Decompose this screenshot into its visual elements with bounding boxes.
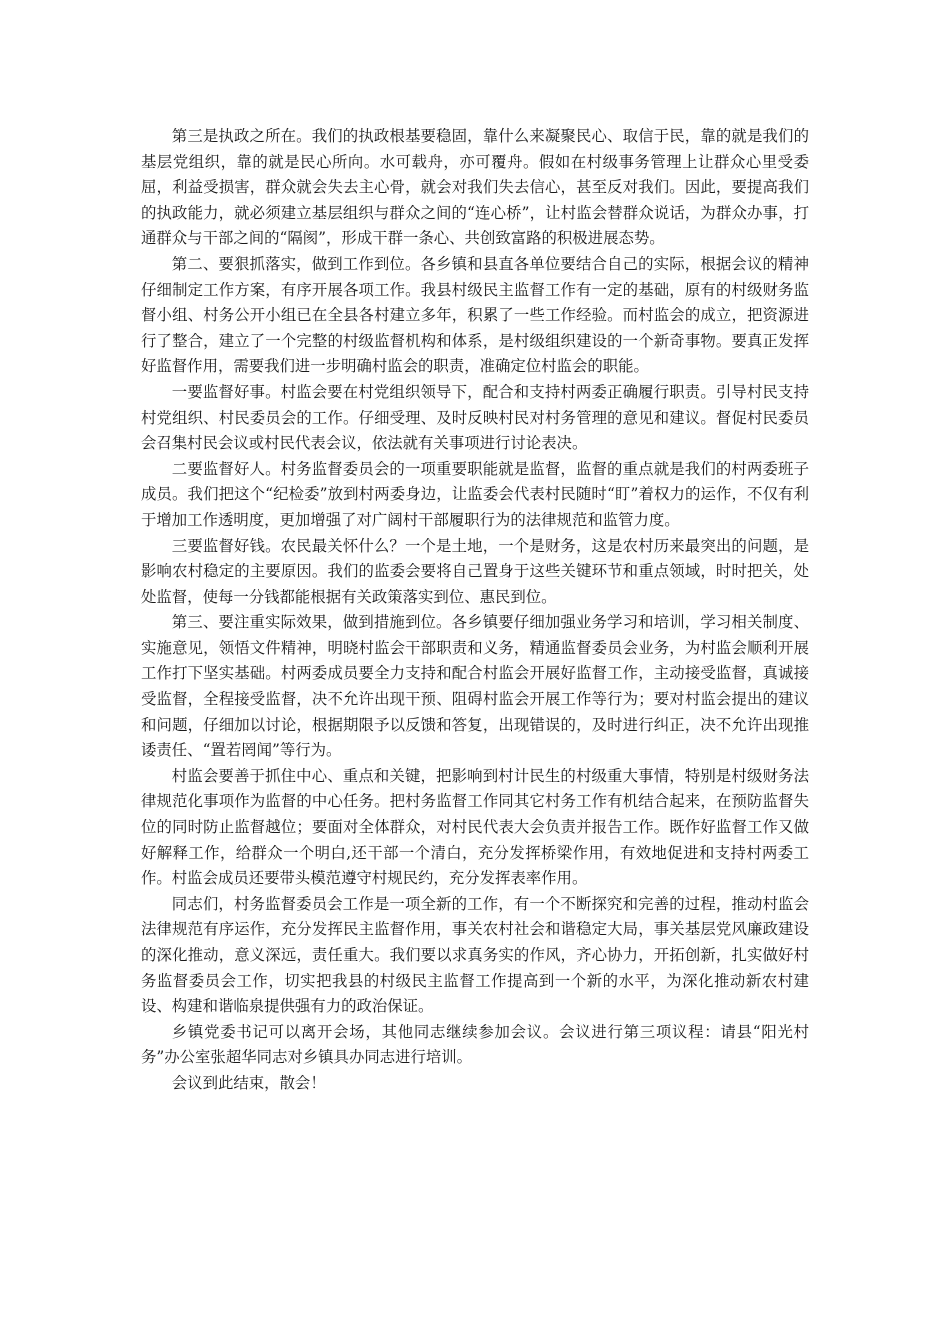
paragraph-4: 二要监督好人。村务监督委员会的一项重要职能就是监督，监督的重点就是我们的村两委班子成员。我们把这个“纪检委”放到村两委身边，让监委会代表村民随时“盯”着权力的运作，不仅有利于增加工作透明度，更加增强了对广阔村干部履职行为的法律规范和监管力度。 bbox=[141, 459, 809, 529]
paragraph-8: 同志们，村务监督委员会工作是一项全新的工作，有一个不断探究和完善的过程，推动村监会法律规范有序运作，充分发挥民主监督作用，事关农村社会和谐稳定大局，事关基层党风廉政建设的深化推动，意义深远，责任重大。我们要以求真务实的作风，齐心协力，开拓创新，扎实做好村务监督委员会工作，切实把我县的村级民主监督工作提高到一个新的水平，为深化推动新农村建设、构建和谐临泉提供强有力的政治保证。 bbox=[141, 894, 809, 1016]
paragraph-3: 一要监督好事。村监会要在村党组织领导下，配合和支持村两委正确履行职责。引导村民支持村党组织、村民委员会的工作。仔细受理、及时反映村民对村务管理的意见和建议。督促村民委员会召集村民会议或村民代表会议，依法就有关事项进行讨论表决。 bbox=[141, 382, 809, 453]
paragraph-10: 会议到此结束，散会！ bbox=[171, 1073, 326, 1092]
paragraph-2: 第二、要狠抓落实，做到工作到位。各乡镇和县直各单位要结合自己的实际，根据会议的精神仔细制定工作方案，有序开展各项工作。我县村级民主监督工作有一定的基础，原有的村级财务监督小组、村务公开小组已在全县各村建立多年，积累了一些工作经验。而村监会的成立，把资源进行了整合，建立了一个完整的村级监督机构和体系，是村级组织建设的一个新奇事物。要真正发挥好监督作用，需要我们进一步明确村监会的职责，准确定位村监会的职能。 bbox=[141, 254, 809, 376]
paragraph-1: 第三是执政之所在。我们的执政根基要稳固，靠什么来凝聚民心、取信于民，靠的就是我们的基层党组织，靠的就是民心所向。水可载舟，亦可覆舟。假如在村级事务管理上让群众心里受委屈，利益受损害，群众就会失去主心骨，就会对我们失去信心，甚至反对我们。因此，要提高我们的执政能力，就必须建立基层组织与群众之间的“连心桥”，让村监会替群众说话，为群众办事，打通群众与干部之间的“隔阂”，形成干群一条心、共创致富路的积极进展态势。 bbox=[141, 127, 809, 248]
paragraph-7: 村监会要善于抓住中心、重点和关键，把影响到村计民生的村级重大事情，特别是村级财务法律规范化事项作为监督的中心任务。把村务监督工作同其它村务工作有机结合起来，在预防监督失位的同时防止监督越位；要面对全体群众，对村民代表大会负责并报告工作。既作好监督工作又做好解释工作，给群众一个明白,还干部一个清白，充分发挥桥梁作用，有效地促进和支持村两委工作。村监会成员还要带头模范遵守村规民约，充分发挥表率作用。 bbox=[141, 766, 809, 888]
paragraph-5: 三要监督好钱。农民最关怀什么？一个是土地，一个是财务，这是农村历来最突出的问题，是影响农村稳定的主要原因。我们的监委会要将自己置身于这些关键环节和重点领域，时时把关，处处监督，使每一分钱都能根据有关政策落实到位、惠民到位。 bbox=[141, 536, 809, 606]
paragraph-9: 乡镇党委书记可以离开会场，其他同志继续参加会议。会议进行第三项议程：请县“阳光村务”办公室张超华同志对乡镇具办同志进行培训。 bbox=[141, 1022, 809, 1067]
document-body bbox=[141, 124, 809, 1097]
paragraph-6: 第三、要注重实际效果，做到措施到位。各乡镇要仔细加强业务学习和培训，学习相关制度、实施意见，领悟文件精神，明晓村监会干部职责和义务，精通监督委员会业务，为村监会顺利开展工作打下坚实基础。村两委成员要全力支持和配合村监会开展好监督工作，主动接受监督，真诚接受监督，全程接受监督，决不允许出现干预、阻碍村监会开展工作等行为；要对村监会提出的建议和问题，仔细加以讨论，根据期限予以反馈和答复，出现错误的，及时进行纠正，决不允许出现推诿责任、“置若罔闻”等行为。 bbox=[141, 613, 809, 760]
